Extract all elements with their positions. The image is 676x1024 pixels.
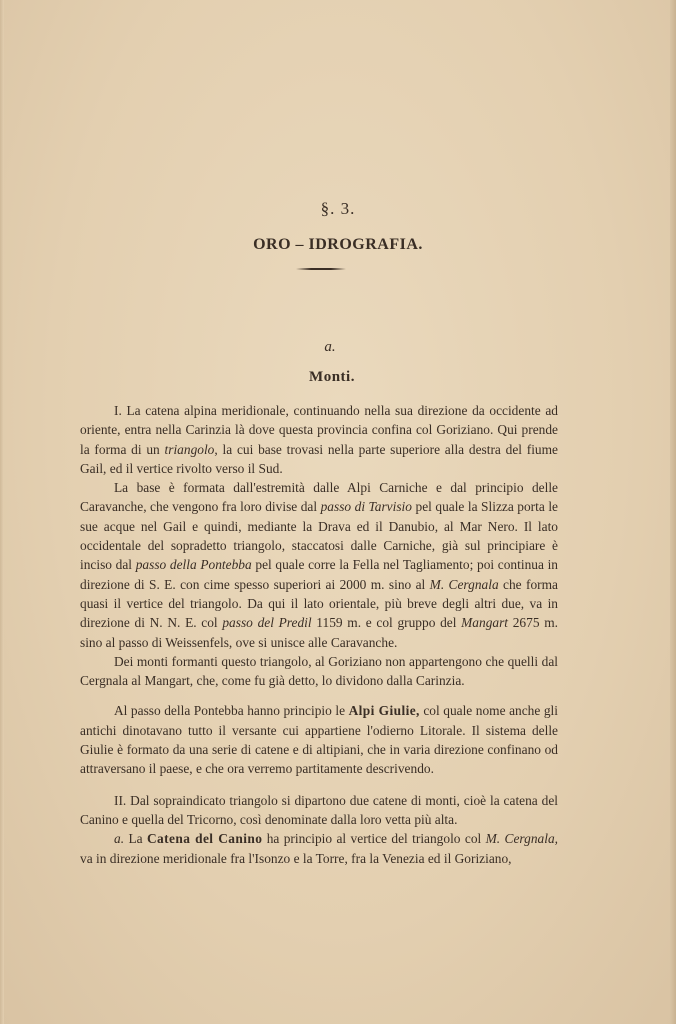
italic-term: M. Cergnala bbox=[429, 576, 499, 592]
text-run: va in direzione meridionale fra l'Isonzo e la Torre, fra la Venezia ed il Goriziano, bbox=[80, 850, 512, 866]
text-run: pel quale corre la Fella nel Tagliamento; poi continua in direzione di S. E. con cime spesso superiori ai 2000 m. sino al bbox=[80, 557, 558, 592]
text-run: , la cui base trovasi nella parte superiore alla destra del fiume Gail, ed il vertice rivolto verso il Sud. bbox=[80, 441, 558, 476]
subsection-title: Monti. bbox=[309, 369, 355, 385]
body-text bbox=[80, 401, 558, 868]
text-run: La bbox=[124, 831, 147, 847]
text-run: 2675 m. sino al passo di Weissenfels, ove si unisce alle Caravanche. bbox=[80, 615, 558, 650]
subsection-letter: a. bbox=[324, 339, 336, 355]
paragraph-5: II. Dal sopraindicato triangolo si dipartono due catene di monti, cioè la catena del Canino e quella del Tricorno, così denominate dalla loro vetta più alta. bbox=[80, 792, 558, 827]
text-run: I. La catena alpina meridionale, continuando nella sua direzione da occidente ad oriente, entra nella Carinzia là dove questa provincia confina col Goriziano. Qui prende la forma di un bbox=[80, 403, 558, 457]
italic-term: passo del Predil bbox=[222, 615, 312, 631]
title-divider bbox=[296, 268, 346, 270]
text-run: La base è formata dall'estremità dalle Alpi Carniche e dal principio delle Caravanche, che vengono fra loro divise dal bbox=[80, 480, 558, 515]
text-run: col quale nome anche gli antichi dinotavano tutto il versante cui appartiene l'odierno Litorale. Il sistema delle Giulie è formato da una serie di catene e di altipiani, che in varia direzione confinano od attraversano il paese, e che ora verremo partitamente descrivendo. bbox=[80, 703, 558, 777]
section-number: §. 3. bbox=[320, 199, 356, 218]
bold-term: Catena del Canino bbox=[146, 831, 263, 847]
paragraph-2 bbox=[80, 478, 558, 652]
italic-term: passo di Tarvisio bbox=[320, 499, 412, 515]
text-run: pel quale la Slizza porta le sue acque nel Gail e quindi, mediante la Drava ed il Danubio, al Mar Nero. Il lato occidentale del sopradetto triangolo, staccatosi dalle Carniche, già sul principiare è inciso dal bbox=[80, 499, 558, 573]
page-right-edge bbox=[670, 0, 676, 1024]
italic-term: M. Cergnala, bbox=[485, 831, 558, 847]
text-run: Al passo della Pontebba hanno principio le bbox=[114, 703, 349, 719]
main-title: ORO – IDROGRAFIA. bbox=[253, 236, 423, 253]
bold-term: Alpi Giulie, bbox=[348, 703, 420, 719]
italic-term: triangolo bbox=[164, 441, 215, 457]
paragraph-1 bbox=[80, 401, 558, 478]
text-run: 1159 m. e col gruppo del bbox=[311, 615, 462, 631]
paragraph-6 bbox=[80, 829, 558, 868]
page-left-edge bbox=[0, 0, 4, 1024]
italic-term: a. bbox=[114, 831, 125, 847]
paragraph-4 bbox=[80, 701, 558, 778]
italic-term: Mangart bbox=[461, 615, 509, 631]
italic-term: passo della Pontebba bbox=[135, 557, 252, 573]
paragraph-3: Dei monti formanti questo triangolo, al Goriziano non appartengono che quelli dal Cergnala al Mangart, che, come fu già detto, lo dividono dalla Carinzia. bbox=[80, 653, 558, 689]
text-run: ha principio al vertice del triangolo col bbox=[262, 831, 486, 847]
text-run: che forma quasi il vertice del triangolo. Da qui il lato orientale, più breve degli altri due, va in direzione di N. N. E. col bbox=[80, 576, 558, 631]
